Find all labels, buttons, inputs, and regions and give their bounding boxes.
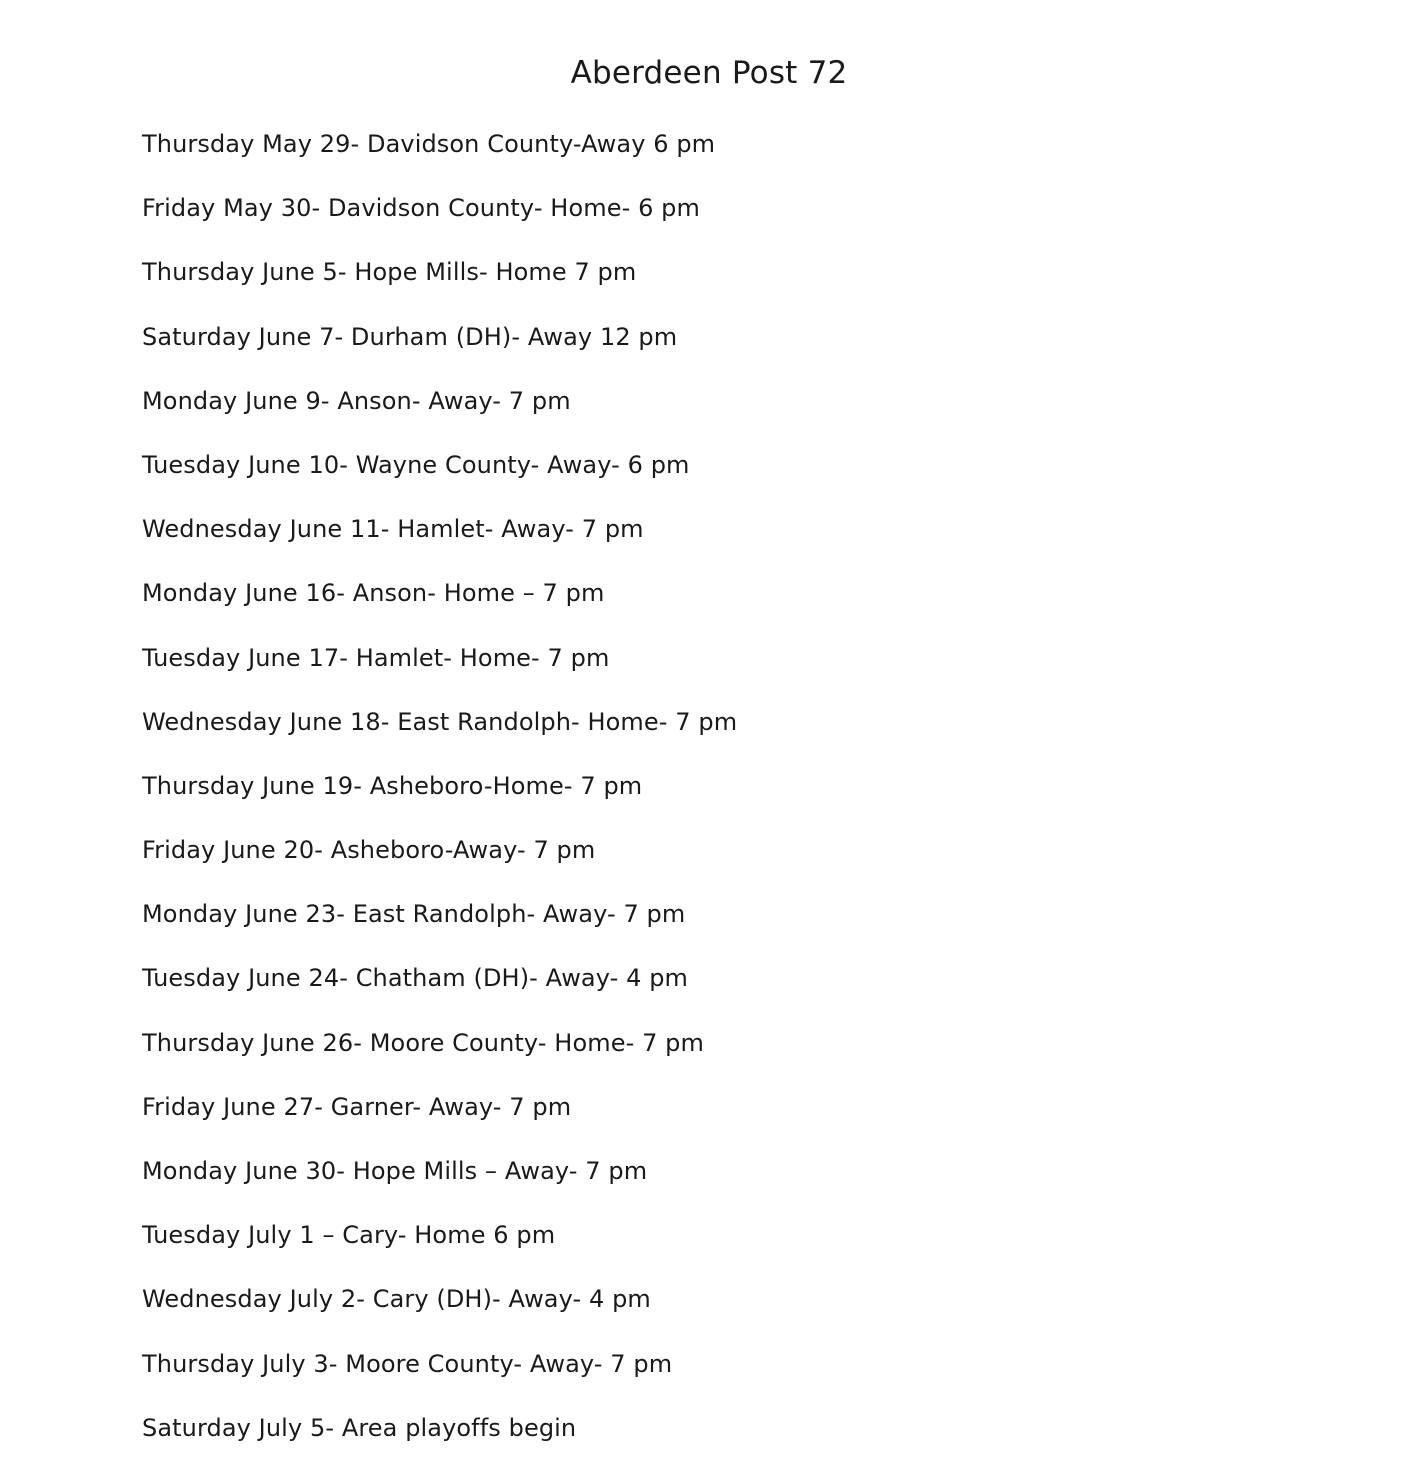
schedule-item: Wednesday June 11- Hamlet- Away- 7 pm [142,515,644,544]
schedule-item: Monday June 23- East Randolph- Away- 7 pm [142,900,686,929]
schedule-item: Monday June 16- Anson- Home – 7 pm [142,579,605,608]
game-schedule-list [142,122,1342,1470]
schedule-item: Tuesday June 10- Wayne County- Away- 6 pm [142,450,690,479]
schedule-item: Saturday July 5- Area playoffs begin [142,1413,577,1442]
schedule-item: Friday June 20- Asheboro-Away- 7 pm [142,836,596,865]
schedule-item: Tuesday June 24- Chatham (DH)- Away- 4 pm [142,964,689,993]
schedule-item: Wednesday June 18- East Randolph- Home- 7 pm [142,707,738,736]
schedule-item: Tuesday June 17- Hamlet- Home- 7 pm [142,643,610,672]
schedule-item: Thursday June 5- Hope Mills- Home 7 pm [142,258,637,287]
schedule-item: Monday June 9- Anson- Away- 7 pm [142,386,571,415]
schedule-item: Tuesday July 1 – Cary- Home 6 pm [142,1221,556,1250]
schedule-item: Wednesday July 2- Cary (DH)- Away- 4 pm [142,1285,651,1314]
schedule-item: Thursday June 19- Asheboro-Home- 7 pm [142,771,643,800]
schedule-item: Monday June 30- Hope Mills – Away- 7 pm [142,1157,648,1185]
schedule-item: Saturday June 7- Durham (DH)- Away 12 pm [142,322,678,351]
schedule-item: Friday June 27- Garner- Away- 7 pm [142,1092,572,1121]
page-title: Aberdeen Post 72 [570,55,848,91]
schedule-item: Thursday July 3- Moore County- Away- 7 pm [142,1349,673,1378]
schedule-item: Thursday June 26- Moore County- Home- 7 pm [142,1028,704,1057]
schedule-item: Friday May 30- Davidson County- Home- 6 pm [142,194,700,223]
schedule-item: Thursday May 29- Davidson County-Away 6 pm [142,130,716,158]
